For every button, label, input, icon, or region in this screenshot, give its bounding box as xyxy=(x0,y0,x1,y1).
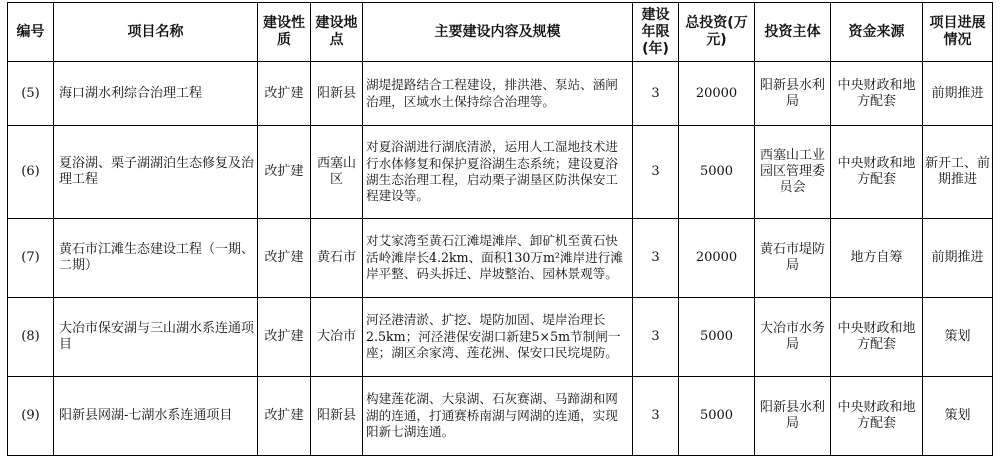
header-funding: 资金来源 xyxy=(831,3,923,62)
table-header-row xyxy=(8,3,993,62)
cell-content: 对艾家湾至黄石江滩堤滩岸、卸矿机至黄石快活岭滩岸长4.2km、面积130万m²滩岸进行滩岸平整、码头拆迁、岸坡整治、园林景观等。 xyxy=(363,219,633,298)
cell-investor: 阳新县水利局 xyxy=(755,377,831,456)
header-content: 主要建设内容及规模 xyxy=(363,3,633,62)
cell-no: (9) xyxy=(8,377,54,456)
cell-no: (5) xyxy=(8,62,54,126)
cell-investor: 西塞山工业园区管理委员会 xyxy=(755,126,831,219)
cell-funding: 中央财政和地方配套 xyxy=(831,126,923,219)
table-row xyxy=(8,219,993,298)
header-progress: 项目进展情况 xyxy=(923,3,993,62)
cell-progress: 前期推进 xyxy=(923,62,993,126)
cell-content: 湖堤提路结合工程建设，排洪港、泵站、涵闸治理，区域水土保持综合治理等。 xyxy=(363,62,633,126)
cell-no: (8) xyxy=(8,298,54,377)
cell-name: 阳新县网湖-七湖水系连通项目 xyxy=(54,377,258,456)
cell-progress: 前期推进 xyxy=(923,219,993,298)
cell-content: 河泾港清淤、扩挖、堤防加固、堤岸治理长2.5km；河泾港保安湖口新建5×5m节制闸一座；湖区余家湾、莲花洲、保安口民垸堤防。 xyxy=(363,298,633,377)
cell-progress: 新开工、前期推进 xyxy=(923,126,993,219)
cell-nature: 改扩建 xyxy=(258,298,311,377)
cell-investment: 5000 xyxy=(679,126,755,219)
table-row xyxy=(8,298,993,377)
cell-location: 黄石市 xyxy=(311,219,363,298)
cell-period: 3 xyxy=(633,126,679,219)
cell-funding: 地方自筹 xyxy=(831,219,923,298)
cell-no: (7) xyxy=(8,219,54,298)
cell-nature: 改扩建 xyxy=(258,377,311,456)
cell-investment: 20000 xyxy=(679,219,755,298)
cell-progress: 策划 xyxy=(923,377,993,456)
table-row xyxy=(8,126,993,219)
cell-progress: 策划 xyxy=(923,298,993,377)
cell-nature: 改扩建 xyxy=(258,219,311,298)
cell-location: 西塞山区 xyxy=(311,126,363,219)
cell-name: 大冶市保安湖与三山湖水系连通项目 xyxy=(54,298,258,377)
cell-content: 对夏浴湖进行湖底清淤，运用人工湿地技术进行水体修复和保护夏浴湖生态系统；建设夏浴湖生态治理工程，启动栗子湖垦区防洪保安工程建设等。 xyxy=(363,126,633,219)
cell-name: 海口湖水利综合治理工程 xyxy=(54,62,258,126)
cell-location: 阳新县 xyxy=(311,62,363,126)
cell-investor: 黄石市堤防局 xyxy=(755,219,831,298)
cell-funding: 中央财政和地方配套 xyxy=(831,377,923,456)
cell-funding: 中央财政和地方配套 xyxy=(831,298,923,377)
cell-period: 3 xyxy=(633,377,679,456)
cell-name: 夏浴湖、栗子湖湖泊生态修复及治理工程 xyxy=(54,126,258,219)
header-investor: 投资主体 xyxy=(755,3,831,62)
cell-investor: 阳新县水利局 xyxy=(755,62,831,126)
cell-nature: 改扩建 xyxy=(258,126,311,219)
header-name: 项目名称 xyxy=(54,3,258,62)
header-location: 建设地点 xyxy=(311,3,363,62)
project-table xyxy=(7,2,993,456)
cell-nature: 改扩建 xyxy=(258,62,311,126)
cell-investment: 5000 xyxy=(679,298,755,377)
cell-location: 大冶市 xyxy=(311,298,363,377)
cell-content: 构建莲花湖、大泉湖、石灰赛湖、马蹄湖和网湖的连通，打通赛桥南湖与网湖的连通，实现阳新七湖连通。 xyxy=(363,377,633,456)
cell-no: (6) xyxy=(8,126,54,219)
project-table-container xyxy=(7,2,993,456)
cell-location: 阳新县 xyxy=(311,377,363,456)
header-no: 编号 xyxy=(8,3,54,62)
cell-investor: 大冶市水务局 xyxy=(755,298,831,377)
header-investment: 总投资(万元) xyxy=(679,3,755,62)
cell-name: 黄石市江滩生态建设工程（一期、二期） xyxy=(54,219,258,298)
cell-investment: 5000 xyxy=(679,377,755,456)
cell-investment: 20000 xyxy=(679,62,755,126)
cell-period: 3 xyxy=(633,298,679,377)
table-row xyxy=(8,62,993,126)
header-nature: 建设性质 xyxy=(258,3,311,62)
table-row xyxy=(8,377,993,456)
cell-period: 3 xyxy=(633,62,679,126)
header-period: 建设年限(年) xyxy=(633,3,679,62)
cell-period: 3 xyxy=(633,219,679,298)
cell-funding: 中央财政和地方配套 xyxy=(831,62,923,126)
